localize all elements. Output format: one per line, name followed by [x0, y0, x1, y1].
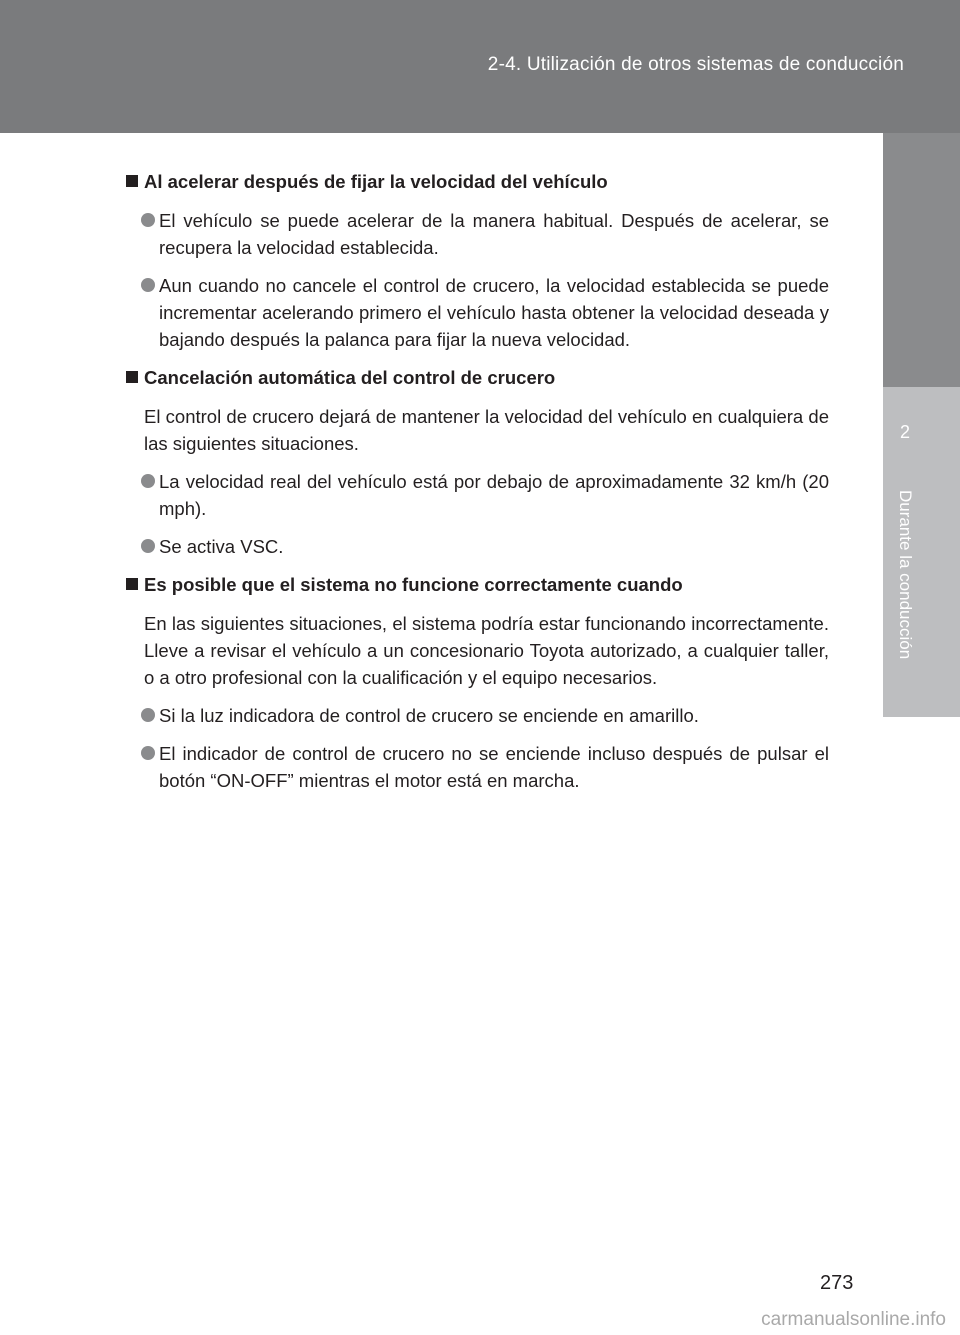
section-paragraph: En las siguientes situaciones, el sistema podría estar funcionando incorrectamente. Lleve a revisar el vehículo a un concesionario Toyota autorizado, a cualquier taller, o a otro profesional con la cualificación y el equipo necesarios. [144, 613, 829, 688]
list-item-text: El indicador de control de crucero no se enciende incluso después de pulsar el botón “ON-OFF” mientras el motor está en marcha. [159, 743, 829, 791]
section-heading [126, 364, 829, 391]
heading-text: Cancelación automática del control de crucero [144, 367, 556, 388]
list-item [126, 468, 829, 522]
chapter-tab [883, 133, 960, 387]
list-item [126, 207, 829, 261]
list-item-text: Aun cuando no cancele el control de crucero, la velocidad establecida se puede incrementar acelerando primero el vehículo hasta obtener la velocidad deseada y bajando después la palanca para fijar la nueva velocidad. [159, 275, 829, 350]
page-header [0, 0, 960, 133]
section-paragraph: El control de crucero dejará de mantener la velocidad del vehículo en cualquiera de las siguientes situaciones. [144, 406, 829, 454]
section-title: 2-4. Utilización de otros sistemas de conducción [487, 54, 904, 75]
page-number: 273 [820, 1272, 854, 1294]
list-item [126, 702, 829, 729]
circle-bullet-icon [141, 539, 155, 553]
heading-text: Es posible que el sistema no funcione correctamente cuando [144, 574, 683, 595]
list-item [126, 272, 829, 353]
list-item-text: Si la luz indicadora de control de crucero se enciende en amarillo. [159, 705, 699, 726]
square-bullet-icon [126, 371, 138, 383]
circle-bullet-icon [141, 278, 155, 292]
chapter-number: 2 [899, 422, 910, 442]
circle-bullet-icon [141, 474, 155, 488]
list-item [126, 533, 829, 560]
circle-bullet-icon [141, 213, 155, 227]
circle-bullet-icon [141, 708, 155, 722]
list-item [126, 740, 829, 794]
heading-text: Al acelerar después de fijar la velocidad del vehículo [144, 171, 608, 192]
list-item-text: La velocidad real del vehículo está por debajo de aproximadamente 32 km/h (20 mph). [159, 471, 829, 519]
square-bullet-icon [126, 175, 138, 187]
section-heading [126, 168, 829, 195]
square-bullet-icon [126, 578, 138, 590]
circle-bullet-icon [141, 746, 155, 760]
list-item-text: Se activa VSC. [159, 536, 284, 557]
watermark: carmanualsonline.info [761, 1309, 946, 1330]
chapter-label: Durante la conducción [896, 490, 915, 660]
list-item-text: El vehículo se puede acelerar de la manera habitual. Después de acelerar, se recupera la velocidad establecida. [159, 210, 829, 258]
page-content [126, 168, 829, 805]
section-heading [126, 571, 829, 598]
